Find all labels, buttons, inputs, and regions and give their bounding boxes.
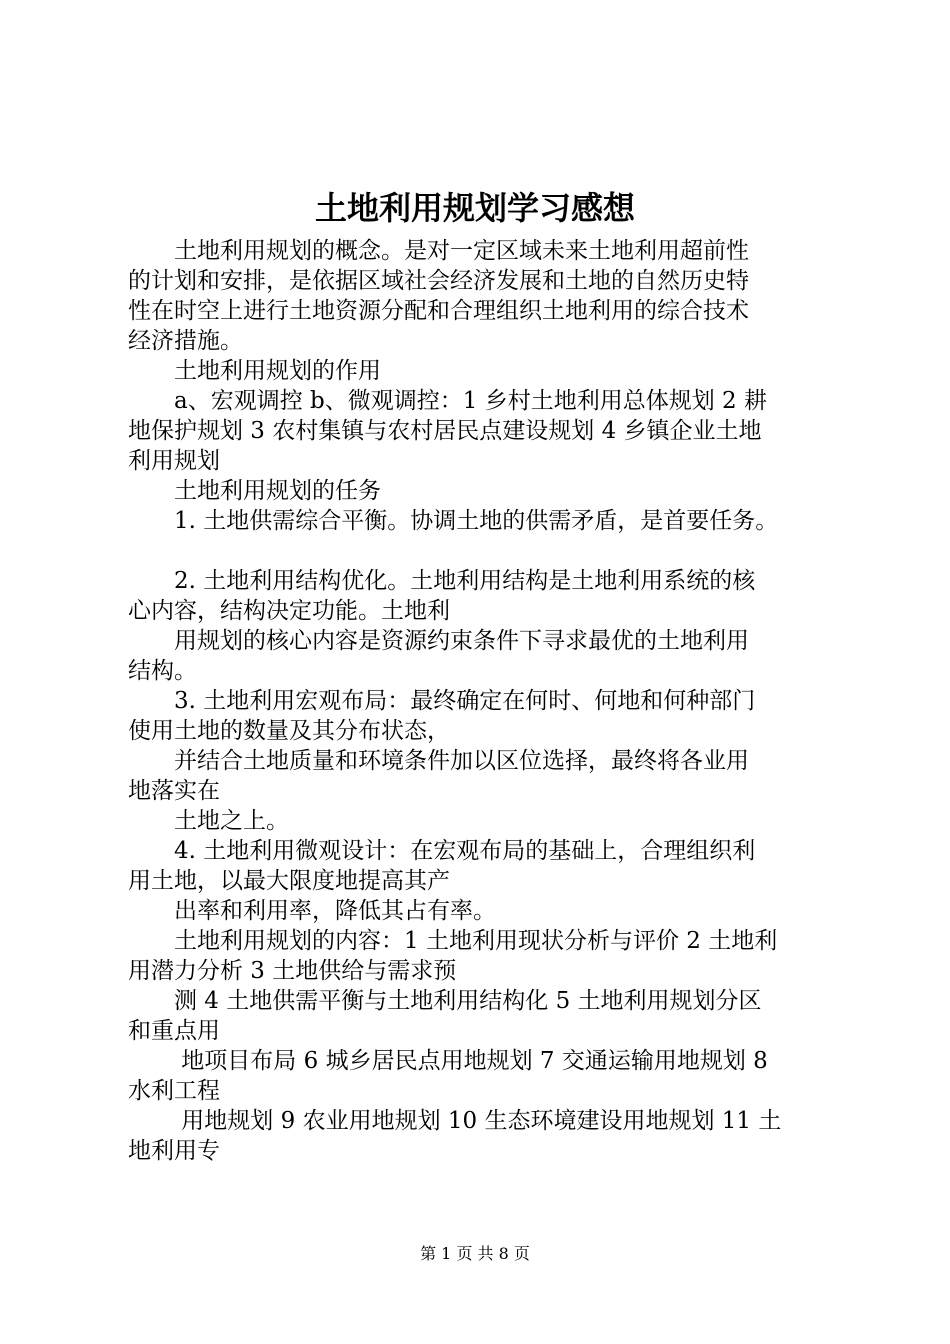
- body-line: 水利工程: [128, 1078, 220, 1104]
- body-line: 和重点用: [128, 1018, 220, 1044]
- body-line: 地保护规划 3 农村集镇与农村居民点建设规划 4 乡镇企业土地: [128, 418, 762, 444]
- document-body: [128, 236, 838, 1166]
- body-line: 2. 土地利用结构优化。土地利用结构是土地利用系统的核: [128, 568, 756, 594]
- body-line: 用地规划 9 农业用地规划 10 生态环境建设用地规划 11 土: [128, 1108, 782, 1134]
- body-line: 测 4 土地供需平衡与土地利用结构化 5 土地利用规划分区: [128, 988, 762, 1014]
- body-line: 心内容，结构决定功能。土地利: [128, 598, 450, 624]
- body-line: 土地利用规划的内容：1 土地利用现状分析与评价 2 土地利: [128, 928, 778, 954]
- page-number: 第 1 页 共 8 页: [420, 1244, 530, 1263]
- body-line: 土地利用规划的作用: [128, 358, 381, 384]
- body-line: 土地利用规划的任务: [128, 478, 381, 504]
- body-line: 土地之上。: [128, 808, 289, 834]
- body-line: 性在时空上进行土地资源分配和合理组织土地利用的综合技术: [128, 298, 749, 324]
- body-line: 土地利用规划的概念。是对一定区域未来土地利用超前性: [128, 238, 749, 264]
- body-line: 使用土地的数量及其分布状态，: [128, 718, 450, 744]
- body-line: 地利用专: [128, 1138, 220, 1164]
- body-line: 经济措施。: [128, 328, 243, 354]
- body-line: 4. 土地利用微观设计：在宏观布局的基础上，合理组织利: [128, 838, 756, 864]
- body-line: 1. 土地供需综合平衡。协调土地的供需矛盾，是首要任务。: [128, 508, 779, 534]
- body-line: 3. 土地利用宏观布局：最终确定在何时、何地和何种部门: [128, 688, 756, 714]
- body-line: 利用规划: [128, 448, 220, 474]
- body-line: 用规划的核心内容是资源约束条件下寻求最优的土地利用: [128, 628, 749, 654]
- body-line: 并结合土地质量和环境条件加以区位选择，最终将各业用: [128, 748, 749, 774]
- body-line: 用土地，以最大限度地提高其产: [128, 868, 450, 894]
- body-line: 用潜力分析 3 土地供给与需求预: [128, 958, 457, 984]
- body-line: 结构。: [128, 658, 197, 684]
- document-title: 土地利用规划学习感想: [314, 189, 635, 227]
- body-line: a、宏观调控 b、微观调控：1 乡村土地利用总体规划 2 耕: [128, 388, 767, 414]
- body-line: 地项目布局 6 城乡居民点用地规划 7 交通运输用地规划 8: [128, 1048, 768, 1074]
- body-line: 的计划和安排，是依据区域社会经济发展和土地的自然历史特: [128, 268, 749, 294]
- body-line: 出率和利用率，降低其占有率。: [128, 898, 496, 924]
- body-line: 地落实在: [128, 778, 220, 804]
- blank-line: [128, 536, 838, 566]
